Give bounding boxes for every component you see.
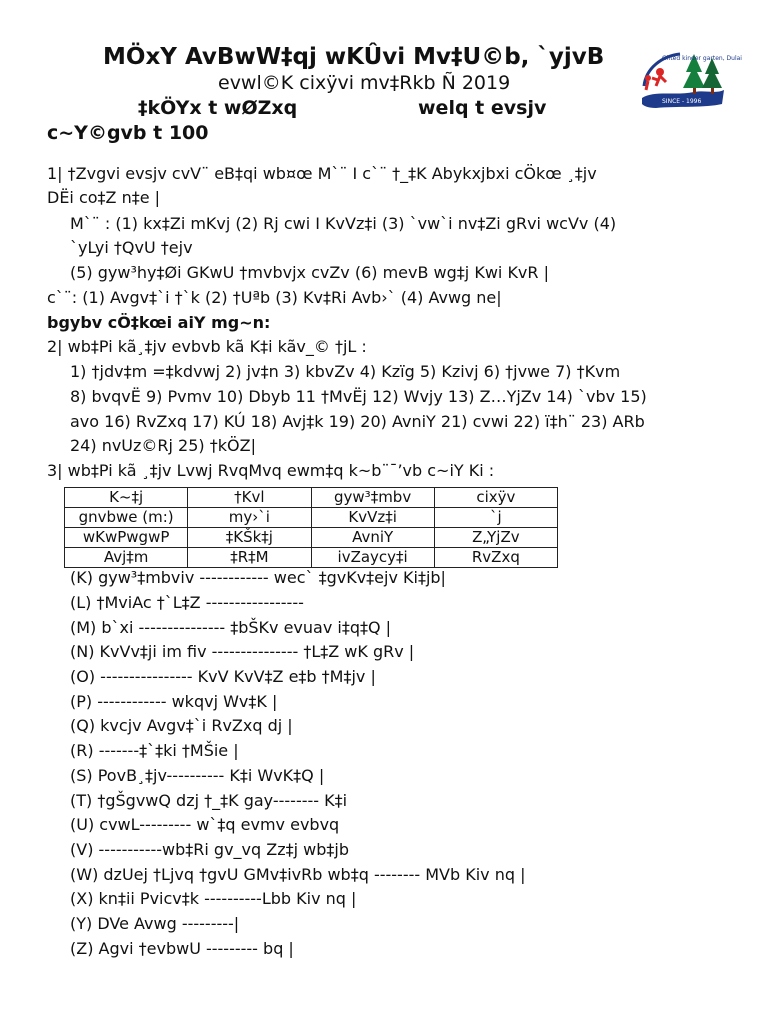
blank-item-m: (M) b`xi --------------- ‡bŠKv evuav i‡q‡Q |: [70, 618, 392, 637]
table-row: [65, 508, 558, 528]
sample-questions-heading: bgybv cÖ‡kœi aiY mg~n:: [47, 313, 271, 332]
question-3-instruction: 3| wb‡Pi kã ¸‡jv Lvwj RvqMvq ewm‡q k~b¨¯’vb c~iY Ki :: [47, 461, 495, 480]
blank-item-z: (Z) Agvi †evbwU --------- bq |: [70, 939, 294, 958]
table-cell: AvniY: [311, 528, 434, 548]
table-cell: cixÿv: [434, 488, 557, 508]
blank-item-l: (L) †MviAc †`L‡Z -----------------: [70, 593, 304, 612]
question-2-line-4: avo 16) RvZxq 17) KÚ 18) Avj‡k 19) 20) AvniY 21) cvwi 22) ï‡h¨ 23) ARb: [70, 412, 645, 431]
blank-item-w: (W) dzUej †Ljvq †gvU GMv‡ivRb wb‡q -------- MVb Kiv nq |: [70, 865, 526, 884]
table-cell: ‡R‡M: [188, 548, 311, 568]
table-cell: ivZaycy‡i: [311, 548, 434, 568]
blank-item-s: (S) PovB¸‡jv---------- K‡i WvK‡Q |: [70, 766, 325, 785]
table-cell: KvVz‡i: [311, 508, 434, 528]
blank-item-p: (P) ------------ wkqvj Wv‡K |: [70, 692, 278, 711]
blank-item-x: (X) kn‡ii Pvicv‡k ----------Lbb Kiv nq |: [70, 889, 357, 908]
blank-item-r: (R) -------‡`‡ki †MŠie |: [70, 741, 239, 760]
prose-list-line-2: `yLyi †QvU †ejv: [70, 238, 193, 257]
blank-item-n: (N) KvVv‡ji im fiv --------------- †L‡Z wK gRv |: [70, 642, 415, 661]
blank-item-t: (T) †gŠgvwQ dzj †_‡K gay-------- K‡i: [70, 791, 348, 810]
class-label: ‡kÖYx t wØZxq: [138, 97, 298, 119]
question-1-line-1: 1| †Zvgvi evsjv cvV¨ eB‡qi wb¤œ M`¨ I c`¨ †_‡K Abykxjbxi cÖkœ ¸‡jv: [47, 164, 597, 183]
table-cell: Z„YjZv: [434, 528, 557, 548]
table-cell: `j: [434, 508, 557, 528]
word-bank-table: [64, 487, 558, 568]
total-marks: c~Y©gvb t 100: [47, 122, 209, 144]
table-cell: ‡KŠk‡j: [188, 528, 311, 548]
question-2-line-1: 2| wb‡Pi kã¸‡jv evbvb kã K‡i kãv_© †jL :: [47, 337, 367, 356]
question-2-line-2: 1) †jdv‡m =‡kdvwj 2) jv‡n 3) kbvZv 4) Kzïg 5) Kzivj 6) †jvwe 7) †Kvm: [70, 362, 621, 381]
table-cell: K~‡j: [65, 488, 188, 508]
blank-item-k: (K) gyw³‡mbviv ------------ wec` ‡gvKv‡ejv Ki‡jb|: [70, 568, 446, 587]
table-row: [65, 528, 558, 548]
table-cell: my›`i: [188, 508, 311, 528]
blank-item-o: (O) ---------------- KvV KvV‡Z e‡b †M‡jv |: [70, 667, 376, 686]
prose-list-line-1: M`¨ : (1) kx‡Zi mKvj (2) Rj cwi I KvVz‡i (3) `vw`i nv‡Zi gRvi wcVv (4): [70, 214, 617, 233]
table-cell: Avj‡m: [65, 548, 188, 568]
poem-list: c`¨: (1) Avgv‡`i †`k (2) †Uªb (3) Kv‡Ri Avb›` (4) Avwg ne|: [47, 288, 502, 307]
question-1-line-2: DËi co‡Z n‡e |: [47, 188, 161, 207]
table-row: [65, 548, 558, 568]
blank-item-v: (V) -----------wb‡Ri gv_vq Zz‡j wb‡jb: [70, 840, 349, 859]
table-cell: †Kvl: [188, 488, 311, 508]
school-logo: [636, 46, 742, 118]
prose-list-line-3: (5) gyw³hy‡Øi GKwU †mvbvjx cvZv (6) mevB wg‡j Kwi KvR |: [70, 263, 549, 282]
subject-label: welq t evsjv: [418, 97, 547, 119]
logo-since-text: SINCE - 1996: [662, 98, 702, 105]
school-name: MÖxY AvBwW‡qj wKÛvi Mv‡U©b, `yjvB: [103, 44, 605, 70]
table-cell: wKwPwgwP: [65, 528, 188, 548]
exam-session: evwl©K cixÿvi mv‡Rkb Ñ 2019: [218, 72, 511, 94]
table-cell: gnvbwe (m:): [65, 508, 188, 528]
blank-item-y: (Y) DVe Avwg ---------|: [70, 914, 240, 933]
table-cell: gyw³‡mbv: [311, 488, 434, 508]
table-cell: RvZxq: [434, 548, 557, 568]
question-2-line-3: 8) bvqvË 9) Pvmv 10) Dbyb 11 †MvËj 12) Wvjy 13) Z…YjZv 14) `vbv 15): [70, 387, 647, 406]
table-row: [65, 488, 558, 508]
blank-item-q: (Q) kvcjv Avgv‡`i RvZxq dj |: [70, 716, 293, 735]
question-2-line-5: 24) nvUz©Rj 25) †kÖZ|: [70, 436, 256, 455]
logo-arc-text: Gifted kinder garten, Dulai: [662, 55, 742, 62]
blank-item-u: (U) cvwL--------- w`‡q evmv evbvq: [70, 815, 340, 834]
